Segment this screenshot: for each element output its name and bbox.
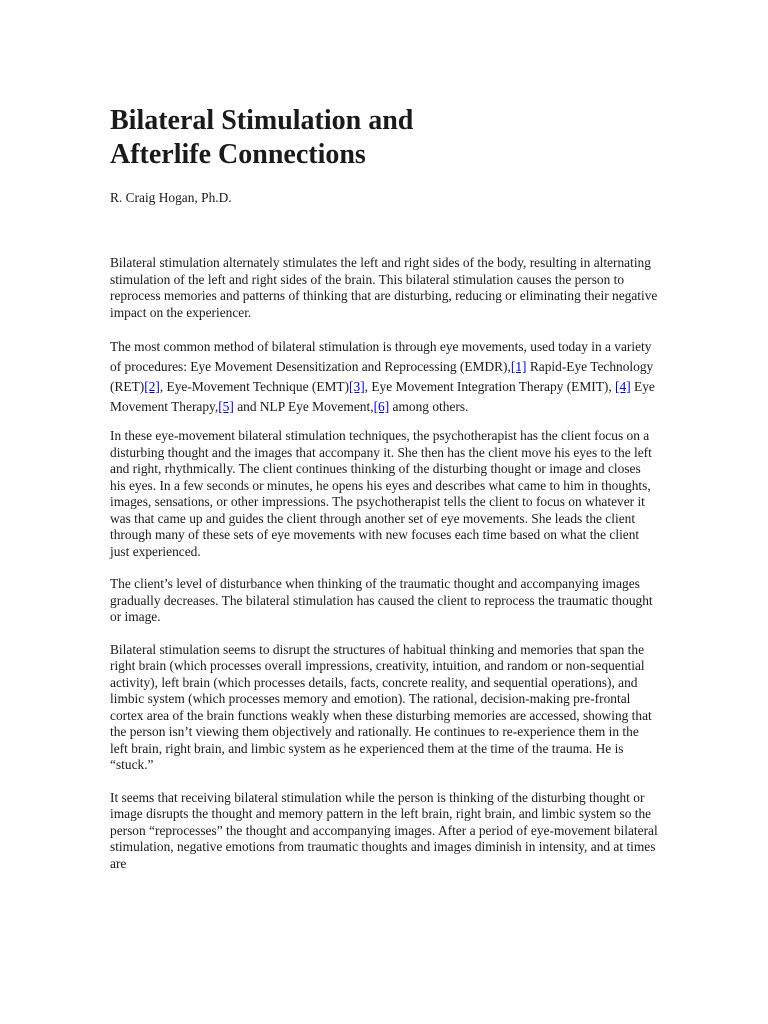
paragraph-2-text-3: , Eye-Movement Technique (EMT)	[159, 379, 350, 394]
footnote-link-6[interactable]: [6]	[373, 399, 390, 414]
document-body	[110, 255, 658, 888]
paragraph-4: The client’s level of disturbance when thinking of the traumatic thought and accompanying images gradually decreases. The bilateral stimulation has caused the client to reprocess the traumatic thought or image.	[110, 576, 653, 624]
paragraph-2-text-7: among others.	[389, 399, 469, 414]
paragraph-2-text-5: Eye Movement Therapy,	[110, 379, 655, 414]
footnote-link-5[interactable]: [5]	[218, 399, 234, 414]
paragraph-2-text-4: , Eye Movement Integration Therapy (EMIT),	[364, 379, 616, 394]
title-line-2: Afterlife Connections	[110, 139, 366, 170]
footnote-link-4[interactable]: [4]	[615, 379, 631, 394]
paragraph-3: In these eye-movement bilateral stimulation techniques, the psychotherapist has the client focus on a disturbing thought and the images that accompany it. She then has the client move his eyes to the left and right, rhythmically. The client continues thinking of the disturbing thought or image and closes his eyes. In a few seconds or minutes, he opens his eyes and describes what came to him in thoughts, images, sensations, or other impressions. The psychotherapist tells the client to focus on whatever it was that came up and guides the client through another set of eye movements. She leads the client through many of these sets of eye movements with new focuses each time based on what the client just experienced.	[110, 428, 652, 559]
paragraph-2-text-2: Rapid-Eye Technology (RET)	[110, 359, 654, 394]
document-title	[110, 104, 413, 172]
paragraph-1: Bilateral stimulation alternately stimulates the left and right sides of the body, resulting in alternating stimulation of the left and right sides of the brain. This bilateral stimulation causes the person to reprocess memories and patterns of thinking that are disturbing, reducing or eliminating their negative impact on the experiencer.	[110, 255, 658, 320]
footnote-link-2[interactable]: [2]	[144, 379, 160, 394]
paragraph-2-text-1: The most common method of bilateral stimulation is through eye movements, used today in a variety of procedures: Eye Movement Desensitization and Reprocessing (EMDR),	[110, 339, 652, 374]
author-line: R. Craig Hogan, Ph.D.	[110, 190, 232, 205]
paragraph-2	[110, 337, 658, 417]
paragraph-6: It seems that receiving bilateral stimulation while the person is thinking of the disturbing thought or image disrupts the thought and memory pattern in the left brain, right brain, and limbic system so the person “reprocesses” the thought and accompanying images. After a period of eye-movement bilateral stimulation, negative emotions from traumatic thoughts and images diminish in intensity, and at times are	[110, 789, 658, 871]
paragraph-5: Bilateral stimulation seems to disrupt the structures of habitual thinking and memories that span the right brain (which processes overall impressions, creativity, intuition, and random or non-sequential activity), left brain (which processes details, facts, concrete reality, and sequential operations), and limbic system (which processes memory and emotion). The rational, decision-making pre-frontal cortex area of the brain functions weakly when these disturbing memories are accessed, showing that the person isn’t viewing them objectively and rationally. He continues to re-experience them in the left brain, right brain, and limbic system as he experienced them at the time of the trauma. He is “stuck.”	[110, 641, 652, 772]
paragraph-2-text-6: and NLP Eye Movement,	[233, 399, 374, 414]
footnote-link-3[interactable]: [3]	[349, 379, 365, 394]
title-line-1: Bilateral Stimulation and	[110, 105, 414, 136]
footnote-link-1[interactable]: [1]	[510, 359, 527, 374]
